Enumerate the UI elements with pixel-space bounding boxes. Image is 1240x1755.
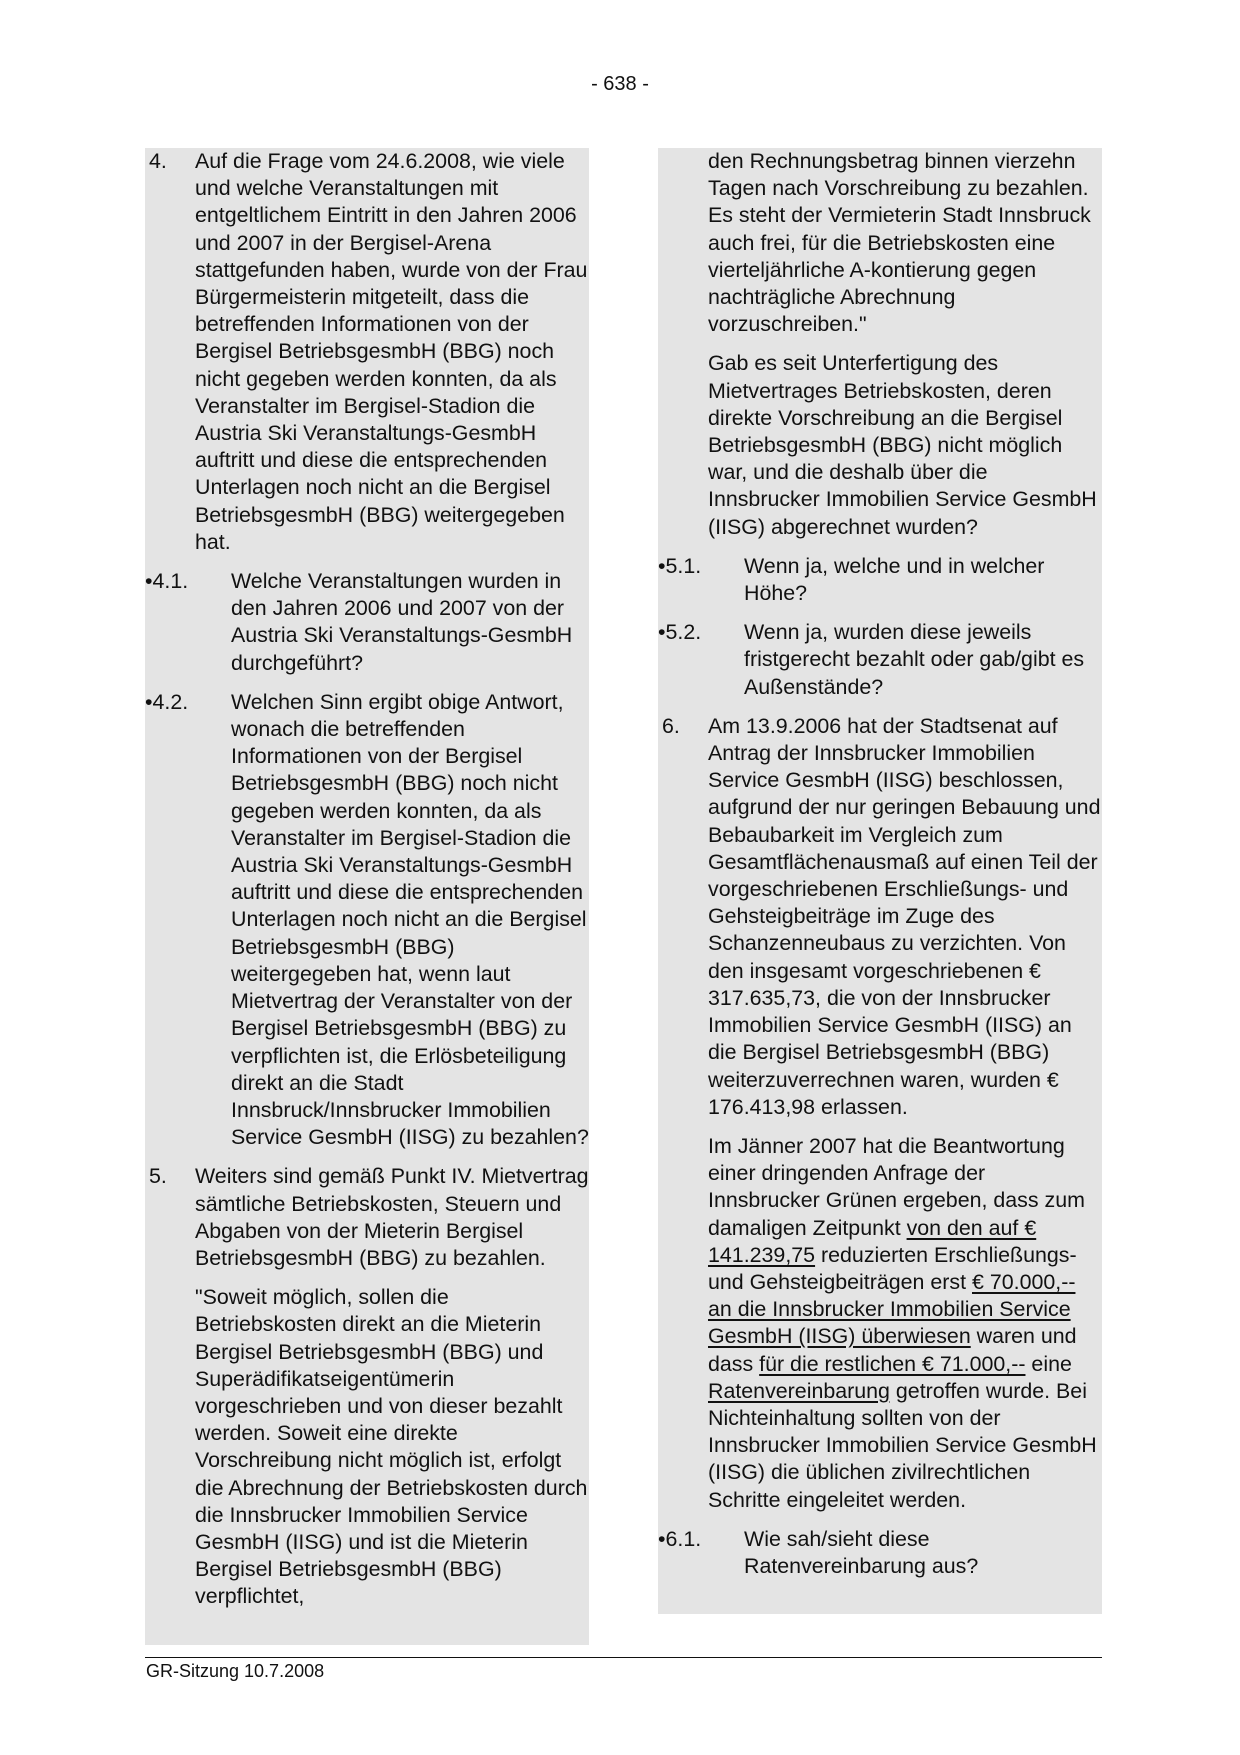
jaenner-paragraph <box>658 1133 1102 1514</box>
contract-quote: "Soweit möglich, sollen die Betriebskosten direkt an die Mieterin Bergisel BetriebsgesmbH (BBG) und Superädifikatseigentümerin vorgeschrieben und von dieser bezahlt werden. Soweit eine direkte Vorschreibung nicht möglich ist, erfolgt die Abrechnung der Betriebskosten durch die Innsbrucker Immobilien Service GesmbH (IISG) und ist die Mieterin Bergisel BetriebsgesmbH (BBG) verpflichtet, <box>195 1285 588 1609</box>
item-text: Wenn ja, wurden diese jeweils fristgerecht bezahlt oder gab/gibt es Außenstände? <box>744 620 1085 699</box>
question-5-text: Gab es seit Unterfertigung des Mietvertrages Betriebskosten, deren direkte Vorschreibung an die Bergisel BetriebsgesmbH (BBG) nicht möglich war, und die deshalb über die Innsbrucker Immobilien Service GesmbH (IISG) abgerechnet wurden? <box>708 351 1097 539</box>
question-5 <box>145 1163 589 1272</box>
item-text: Wenn ja, welche und in welcher Höhe? <box>744 553 1045 606</box>
question-5-1 <box>658 553 1102 607</box>
text-segment: getroffen wurde. Bei Nichteinhaltung sollten von der Innsbrucker Immobilien Service GesmbH (IISG) die üblichen zivilrechtlichen Schritte eingeleitet werden. <box>708 1378 1097 1512</box>
item-number: •4.1. <box>145 569 189 594</box>
text-segment: waren und dass <box>708 1324 1077 1376</box>
text-segment: eine <box>1025 1351 1072 1376</box>
item-text: Am 13.9.2006 hat der Stadtsenat auf Antrag der Innsbrucker Immobilien Service GesmbH (IISG) beschlossen, aufgrund der nur geringen Bebauung und Bebaubarkeit im Vergleich zum Gesamtflächenausmaß auf einen Teil der vorgeschriebenen Erschließungs- und Gehsteigbeiträge im Zuge des Schanzenneubaus zu verzichten. Von den insgesamt vorgeschriebenen € 317.635,73, die von der Innsbrucker Immobilien Service GesmbH (IISG) an die Bergisel BetriebsgesmbH (BBG) weiterzuverrechnen waren, wurden € 176.413,98 erlassen. <box>708 713 1101 1119</box>
item-number: •6.1. <box>658 1526 702 1551</box>
question-4-2 <box>145 689 589 1151</box>
page-number: - 638 - <box>591 73 649 95</box>
underlined-transfer: € 70.000,-- an die Innsbrucker Immobilien Service GesmbH (IISG) überwiesen <box>708 1269 1076 1349</box>
question-6-1 <box>658 1526 1102 1580</box>
right-column <box>658 148 1102 1614</box>
item-text: Wie sah/sieht diese Ratenvereinbarung aus? <box>744 1526 979 1578</box>
underlined-remainder: für die restlichen € 71.000,-- <box>759 1351 1026 1376</box>
text-segment: reduzierten Erschließungs- und Gehsteigbeiträgen erst <box>708 1242 1077 1294</box>
question-4-1 <box>145 568 589 677</box>
underlined-amount: von den auf € 141.239,75 <box>708 1215 1037 1267</box>
item-number: 6. <box>662 713 680 738</box>
item-number: 5. <box>149 1164 167 1189</box>
underlined-agreement: Ratenvereinbarung <box>708 1378 890 1403</box>
item-text: Welchen Sinn ergibt obige Antwort, wonach die betreffenden Informationen von der Bergisel BetriebsgesmbH (BBG) noch nicht gegeben werden konnten, da als Veranstalter im Bergisel-Stadion die Austria Ski Veranstaltungs-GesmbH auftritt und diese die entsprechenden Unterlagen noch nicht an die Bergisel BetriebsgesmbH (BBG) weitergegeben hat, wenn laut Mietvertrag der Veranstalter von der Bergisel BetriebsgesmbH (BBG) zu verpflichten ist, die Erlösbeteiligung direkt an die Stadt Innsbruck/Innsbrucker Immobilien Service GesmbH (IISG) zu bezahlen? <box>231 689 589 1150</box>
question-4 <box>145 148 589 556</box>
item-number: •5.2. <box>658 620 702 645</box>
item-text: Weiters sind gemäß Punkt IV. Mietvertrag sämtliche Betriebskosten, Steuern und Abgaben von der Mieterin Bergisel BetriebsgesmbH (BBG) zu bezahlen. <box>195 1164 589 1270</box>
left-column <box>145 148 589 1645</box>
question-5-2 <box>658 619 1102 701</box>
question-6 <box>658 713 1102 1121</box>
text-segment: Im Jänner 2007 hat die Beantwortung einer dringenden Anfrage der Innsbrucker Grünen ergeben, dass zum damaligen Zeitpunkt <box>708 1133 1085 1240</box>
item-number: •4.2. <box>145 689 189 714</box>
item-text: Auf die Frage vom 24.6.2008, wie viele und welche Veranstaltungen mit entgeltlichem Eintritt in den Jahren 2006 und 2007 in der Bergisel-Arena stattgefunden haben, wurde von der Frau Bürgermeisterin mitgeteilt, dass die betreffenden Informationen von der Bergisel BetriebsgesmbH (BBG) noch nicht gegeben werden konnten, da als Veranstalter im Bergisel-Stadion die Austria Ski Veranstaltungs-GesmbH auftritt und diese die entsprechenden Unterlagen noch nicht an die Bergisel BetriebsgesmbH (BBG) weitergegeben hat. <box>195 149 588 554</box>
footer-divider <box>145 1657 1102 1658</box>
footer-session-date: GR-Sitzung 10.7.2008 <box>146 1661 325 1681</box>
item-number: 4. <box>149 149 167 173</box>
item-number: •5.1. <box>658 553 702 578</box>
item-text: Welche Veranstaltungen wurden in den Jahren 2006 und 2007 von der Austria Ski Veranstaltungs-GesmbH durchgeführt? <box>231 569 573 675</box>
contract-quote-continued: den Rechnungsbetrag binnen vierzehn Tagen nach Vorschreibung zu bezahlen. Es steht der Vermieterin Stadt Innsbruck auch frei, für die Betriebskosten eine vierteljährliche A-kontierung gegen nachträgliche Abrechnung vorzuschreiben." <box>708 149 1091 337</box>
